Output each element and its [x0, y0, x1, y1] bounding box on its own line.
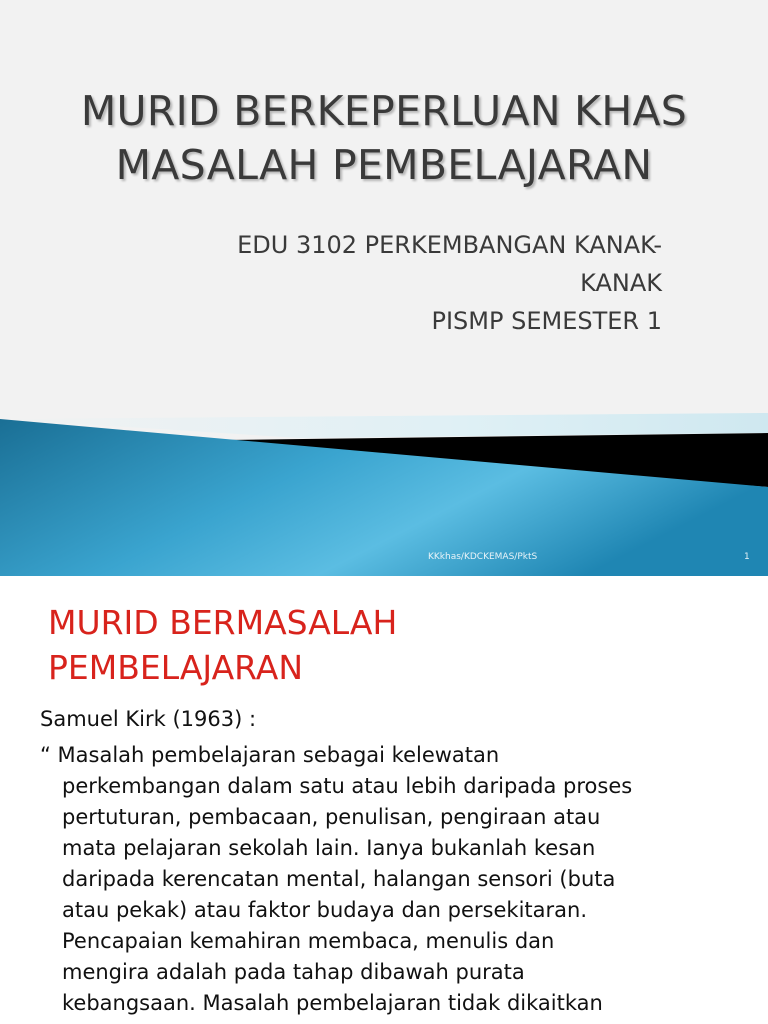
quote-line: mengira adalah pada tahap dibawah purata — [62, 960, 525, 984]
subtitle-line: PISMP SEMESTER 1 — [431, 307, 662, 335]
definition-quote — [40, 740, 750, 1019]
author-citation: Samuel Kirk (1963) : — [40, 707, 257, 731]
quote-line: atau pekak) atau faktor budaya dan persekitaran. — [62, 898, 587, 922]
quote-line: “ Masalah pembelajaran sebagai kelewatan — [40, 743, 500, 767]
slide-footer: KKkhas/KDCKEMAS/PktS — [428, 552, 538, 562]
content-slide — [0, 576, 768, 1024]
quote-line: Pencapaian kemahiran membaca, menulis dan — [62, 929, 555, 953]
decorative-band — [0, 405, 768, 576]
quote-line: perkembangan dalam satu atau lebih daripada proses — [62, 774, 633, 798]
content-title — [48, 600, 397, 690]
quote-line: kebangsaan. Masalah pembelajaran tidak dikaitkan — [62, 991, 603, 1015]
quote-line: pertuturan, pembacaan, penulisan, pengiraan atau — [62, 805, 601, 829]
quote-line: mata pelajaran sekolah lain. Ianya bukanlah kesan — [62, 836, 596, 860]
quote-line: daripada kerencatan mental, halangan sensori (buta — [62, 867, 616, 891]
content-title-line: MURID BERMASALAH — [48, 603, 398, 642]
slide-subtitle — [102, 226, 662, 340]
slide-title-line: MURID BERKEPERLUAN KHAS — [80, 87, 688, 135]
page-number: 1 — [744, 552, 750, 562]
content-title-line: PEMBELAJARAN — [48, 648, 304, 687]
subtitle-line: EDU 3102 PERKEMBANGAN KANAK- — [237, 231, 662, 259]
slide-title-line: MASALAH PEMBELAJARAN — [115, 141, 653, 189]
subtitle-line: KANAK — [580, 269, 662, 297]
slide-title — [0, 84, 768, 192]
